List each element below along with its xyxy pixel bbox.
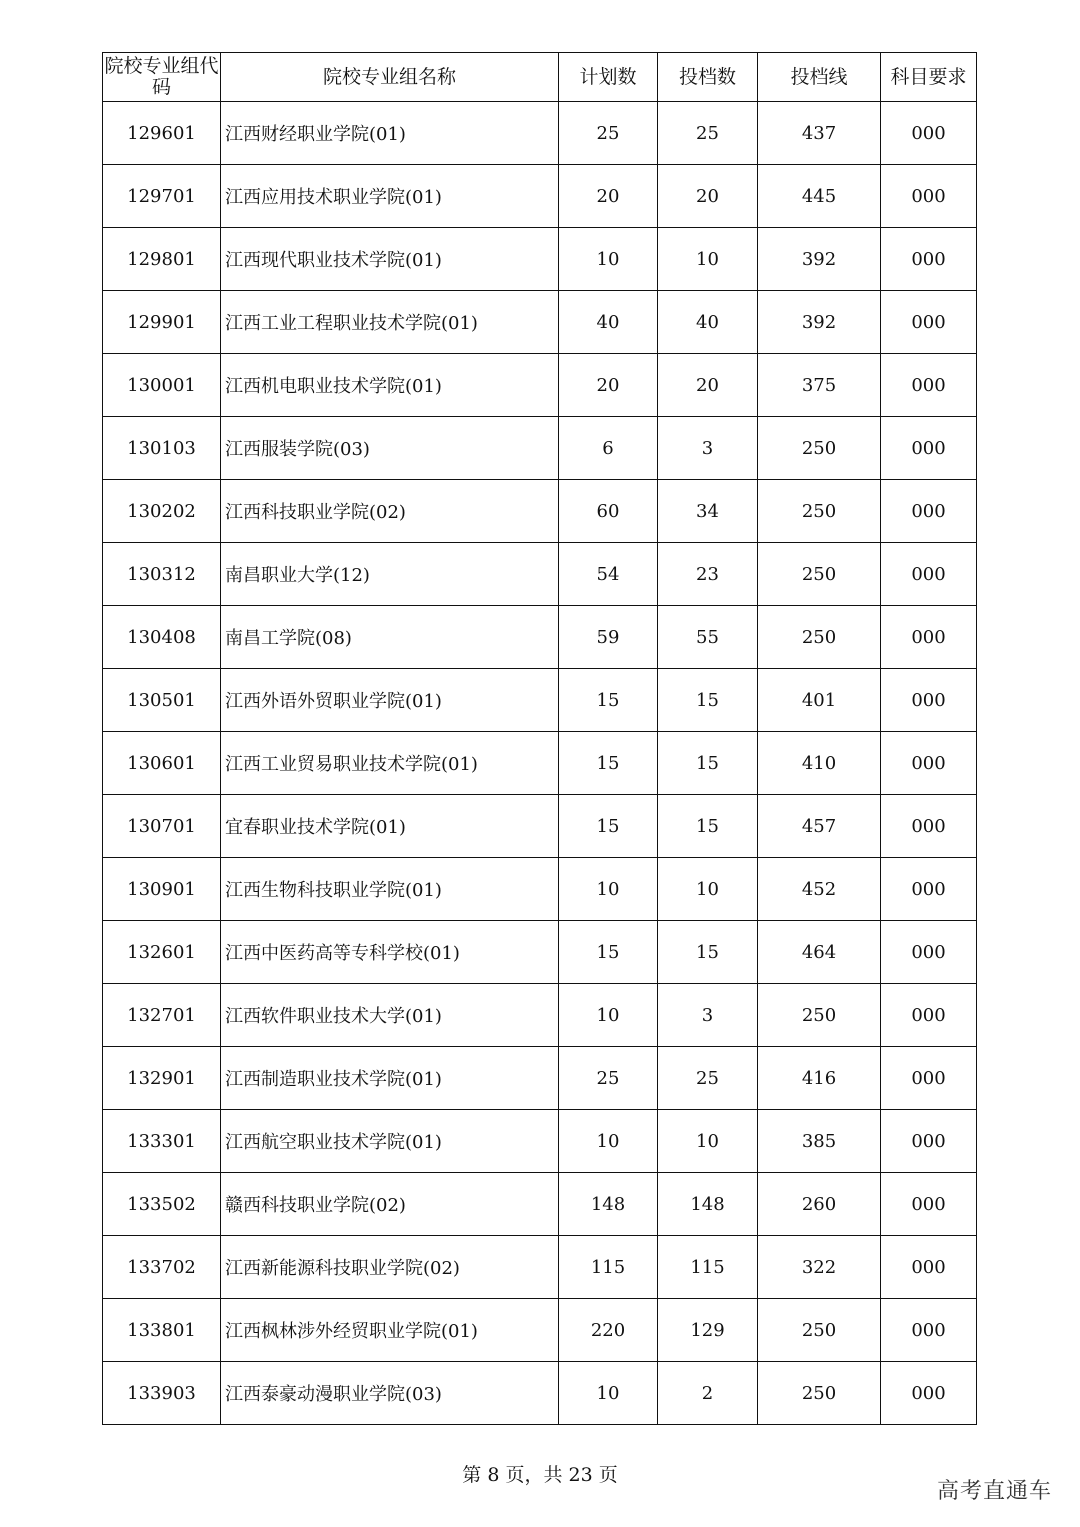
cell-filed-count: 3 xyxy=(658,417,758,480)
cell-filed-count: 23 xyxy=(658,543,758,606)
table-row xyxy=(103,480,977,543)
cell-subject-requirement: 000 xyxy=(881,228,977,291)
cell-group-name: 江西财经职业学院(01) xyxy=(221,102,559,165)
cell-plan-count: 10 xyxy=(559,1362,658,1425)
header-subject-requirement: 科目要求 xyxy=(881,53,977,102)
cell-filed-count: 10 xyxy=(658,858,758,921)
table-row xyxy=(103,732,977,795)
cell-filed-count: 20 xyxy=(658,354,758,417)
cell-subject-requirement: 000 xyxy=(881,102,977,165)
cell-filed-count: 15 xyxy=(658,921,758,984)
cell-filed-count: 15 xyxy=(658,669,758,732)
cell-group-name: 江西制造职业技术学院(01) xyxy=(221,1047,559,1110)
cell-group-name: 赣西科技职业学院(02) xyxy=(221,1173,559,1236)
cell-plan-count: 25 xyxy=(559,102,658,165)
cell-group-name: 江西软件职业技术大学(01) xyxy=(221,984,559,1047)
cell-plan-count: 10 xyxy=(559,228,658,291)
cell-plan-count: 220 xyxy=(559,1299,658,1362)
cell-plan-count: 148 xyxy=(559,1173,658,1236)
cell-plan-count: 20 xyxy=(559,354,658,417)
watermark-text: 高考直通车 xyxy=(936,1479,1052,1504)
cell-subject-requirement: 000 xyxy=(881,795,977,858)
cell-subject-requirement: 000 xyxy=(881,669,977,732)
table-row xyxy=(103,1110,977,1173)
cell-group-code: 130701 xyxy=(103,795,221,858)
cell-cutoff-score: 457 xyxy=(758,795,881,858)
cell-subject-requirement: 000 xyxy=(881,1362,977,1425)
cell-plan-count: 10 xyxy=(559,984,658,1047)
table-row xyxy=(103,417,977,480)
table-row xyxy=(103,921,977,984)
cell-group-code: 129801 xyxy=(103,228,221,291)
cell-cutoff-score: 452 xyxy=(758,858,881,921)
cell-cutoff-score: 385 xyxy=(758,1110,881,1173)
cell-group-name: 江西现代职业技术学院(01) xyxy=(221,228,559,291)
cell-group-code: 133903 xyxy=(103,1362,221,1425)
cell-filed-count: 148 xyxy=(658,1173,758,1236)
cell-cutoff-score: 375 xyxy=(758,354,881,417)
header-filed-count: 投档数 xyxy=(658,53,758,102)
table-row xyxy=(103,354,977,417)
cell-plan-count: 115 xyxy=(559,1236,658,1299)
cell-group-code: 130001 xyxy=(103,354,221,417)
cell-group-code: 133301 xyxy=(103,1110,221,1173)
cell-group-code: 130601 xyxy=(103,732,221,795)
cell-group-code: 130901 xyxy=(103,858,221,921)
cell-cutoff-score: 322 xyxy=(758,1236,881,1299)
cell-group-name: 江西新能源科技职业学院(02) xyxy=(221,1236,559,1299)
cell-group-name: 江西工业贸易职业技术学院(01) xyxy=(221,732,559,795)
table-row xyxy=(103,291,977,354)
cell-cutoff-score: 250 xyxy=(758,1362,881,1425)
cell-cutoff-score: 260 xyxy=(758,1173,881,1236)
cell-subject-requirement: 000 xyxy=(881,984,977,1047)
cell-cutoff-score: 445 xyxy=(758,165,881,228)
cell-plan-count: 10 xyxy=(559,1110,658,1173)
header-plan-count: 计划数 xyxy=(559,53,658,102)
cell-subject-requirement: 000 xyxy=(881,1299,977,1362)
table-row xyxy=(103,669,977,732)
cell-subject-requirement: 000 xyxy=(881,291,977,354)
table-row xyxy=(103,1047,977,1110)
cell-cutoff-score: 410 xyxy=(758,732,881,795)
cell-group-code: 129901 xyxy=(103,291,221,354)
cell-filed-count: 115 xyxy=(658,1236,758,1299)
cell-group-name: 江西生物科技职业学院(01) xyxy=(221,858,559,921)
cell-group-name: 宜春职业技术学院(01) xyxy=(221,795,559,858)
cell-group-name: 江西机电职业技术学院(01) xyxy=(221,354,559,417)
cell-cutoff-score: 416 xyxy=(758,1047,881,1110)
cell-group-name: 南昌职业大学(12) xyxy=(221,543,559,606)
cell-plan-count: 25 xyxy=(559,1047,658,1110)
cell-cutoff-score: 437 xyxy=(758,102,881,165)
cell-group-code: 132901 xyxy=(103,1047,221,1110)
table-row xyxy=(103,984,977,1047)
cell-cutoff-score: 392 xyxy=(758,228,881,291)
cell-plan-count: 60 xyxy=(559,480,658,543)
cell-subject-requirement: 000 xyxy=(881,354,977,417)
cell-cutoff-score: 401 xyxy=(758,669,881,732)
cell-plan-count: 20 xyxy=(559,165,658,228)
page-number: 第 8 页，共 23 页 xyxy=(462,1464,618,1486)
cell-cutoff-score: 250 xyxy=(758,417,881,480)
cell-subject-requirement: 000 xyxy=(881,1173,977,1236)
cell-plan-count: 15 xyxy=(559,795,658,858)
cell-group-name: 江西工业工程职业技术学院(01) xyxy=(221,291,559,354)
table-row xyxy=(103,1362,977,1425)
table-row xyxy=(103,606,977,669)
cell-filed-count: 10 xyxy=(658,228,758,291)
cell-group-code: 130312 xyxy=(103,543,221,606)
cell-group-code: 132601 xyxy=(103,921,221,984)
cell-plan-count: 59 xyxy=(559,606,658,669)
cell-group-code: 130408 xyxy=(103,606,221,669)
header-group-code: 院校专业组代码 xyxy=(103,53,221,102)
cell-filed-count: 55 xyxy=(658,606,758,669)
cell-subject-requirement: 000 xyxy=(881,921,977,984)
cell-subject-requirement: 000 xyxy=(881,858,977,921)
table-row xyxy=(103,228,977,291)
cell-plan-count: 15 xyxy=(559,732,658,795)
cell-plan-count: 15 xyxy=(559,921,658,984)
cell-group-code: 129701 xyxy=(103,165,221,228)
cell-group-name: 江西应用技术职业学院(01) xyxy=(221,165,559,228)
admission-table xyxy=(102,52,977,1425)
cell-subject-requirement: 000 xyxy=(881,543,977,606)
cell-filed-count: 10 xyxy=(658,1110,758,1173)
cell-group-name: 江西航空职业技术学院(01) xyxy=(221,1110,559,1173)
cell-filed-count: 25 xyxy=(658,1047,758,1110)
cell-cutoff-score: 250 xyxy=(758,543,881,606)
cell-group-name: 江西枫林涉外经贸职业学院(01) xyxy=(221,1299,559,1362)
table-row xyxy=(103,1299,977,1362)
table-row xyxy=(103,1236,977,1299)
cell-filed-count: 3 xyxy=(658,984,758,1047)
cell-plan-count: 54 xyxy=(559,543,658,606)
cell-group-code: 132701 xyxy=(103,984,221,1047)
cell-filed-count: 25 xyxy=(658,102,758,165)
cell-plan-count: 15 xyxy=(559,669,658,732)
cell-group-code: 133801 xyxy=(103,1299,221,1362)
table-row xyxy=(103,795,977,858)
cell-cutoff-score: 250 xyxy=(758,606,881,669)
cell-cutoff-score: 392 xyxy=(758,291,881,354)
cell-subject-requirement: 000 xyxy=(881,606,977,669)
header-cutoff-score: 投档线 xyxy=(758,53,881,102)
cell-subject-requirement: 000 xyxy=(881,1236,977,1299)
cell-plan-count: 40 xyxy=(559,291,658,354)
table-row xyxy=(103,165,977,228)
cell-group-name: 江西外语外贸职业学院(01) xyxy=(221,669,559,732)
cell-group-code: 130103 xyxy=(103,417,221,480)
cell-group-code: 130501 xyxy=(103,669,221,732)
cell-filed-count: 2 xyxy=(658,1362,758,1425)
header-group-name: 院校专业组名称 xyxy=(221,53,559,102)
cell-group-code: 129601 xyxy=(103,102,221,165)
cell-filed-count: 34 xyxy=(658,480,758,543)
cell-filed-count: 129 xyxy=(658,1299,758,1362)
cell-subject-requirement: 000 xyxy=(881,732,977,795)
cell-subject-requirement: 000 xyxy=(881,480,977,543)
cell-cutoff-score: 250 xyxy=(758,480,881,543)
table-row xyxy=(103,102,977,165)
cell-filed-count: 15 xyxy=(658,795,758,858)
cell-group-name: 江西泰豪动漫职业学院(03) xyxy=(221,1362,559,1425)
cell-filed-count: 40 xyxy=(658,291,758,354)
cell-plan-count: 10 xyxy=(559,858,658,921)
cell-cutoff-score: 250 xyxy=(758,1299,881,1362)
cell-cutoff-score: 250 xyxy=(758,984,881,1047)
cell-filed-count: 20 xyxy=(658,165,758,228)
cell-group-code: 133502 xyxy=(103,1173,221,1236)
cell-group-name: 江西服装学院(03) xyxy=(221,417,559,480)
cell-cutoff-score: 464 xyxy=(758,921,881,984)
table-body xyxy=(103,102,977,1425)
table-header-row xyxy=(103,53,977,102)
cell-group-name: 江西中医药高等专科学校(01) xyxy=(221,921,559,984)
cell-plan-count: 6 xyxy=(559,417,658,480)
cell-subject-requirement: 000 xyxy=(881,165,977,228)
cell-subject-requirement: 000 xyxy=(881,417,977,480)
table-row xyxy=(103,858,977,921)
cell-filed-count: 15 xyxy=(658,732,758,795)
cell-subject-requirement: 000 xyxy=(881,1047,977,1110)
table-row xyxy=(103,543,977,606)
cell-group-name: 江西科技职业学院(02) xyxy=(221,480,559,543)
cell-group-code: 133702 xyxy=(103,1236,221,1299)
cell-group-name: 南昌工学院(08) xyxy=(221,606,559,669)
cell-group-code: 130202 xyxy=(103,480,221,543)
cell-subject-requirement: 000 xyxy=(881,1110,977,1173)
table-row xyxy=(103,1173,977,1236)
